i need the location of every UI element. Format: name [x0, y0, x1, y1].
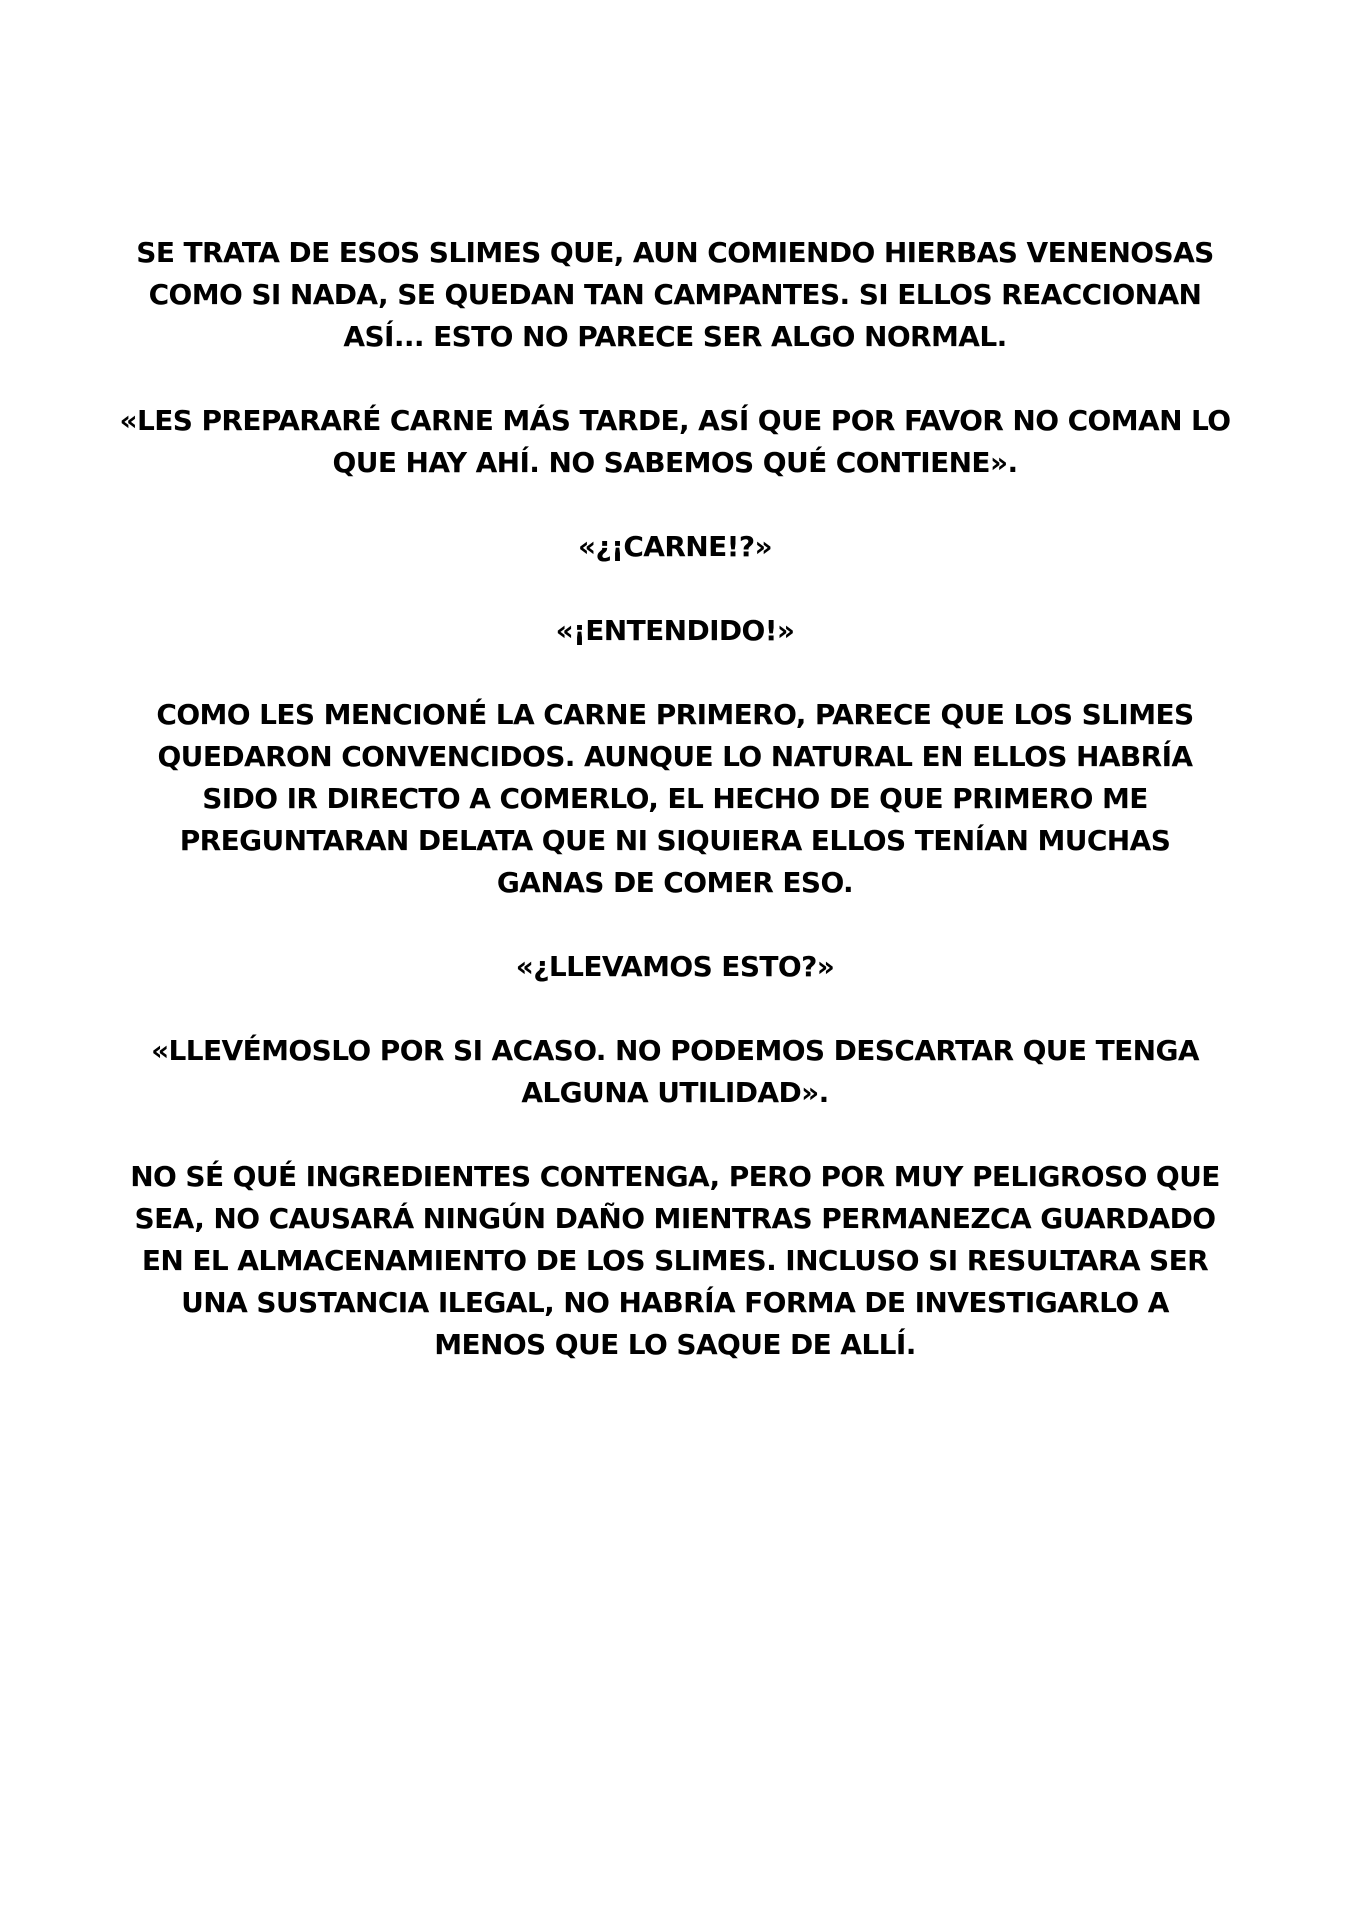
text-line: ASÍ... ESTO NO PARECE SER ALGO NORMAL.	[343, 320, 1007, 353]
paragraph-1	[110, 232, 1240, 358]
text-line: SE TRATA DE ESOS SLIMES QUE, AUN COMIENDO HIERBAS VENENOSAS	[136, 236, 1214, 269]
paragraph-5	[110, 694, 1240, 904]
text-line: GANAS DE COMER ESO.	[496, 866, 854, 899]
text-line: UNA SUSTANCIA ILEGAL, NO HABRÍA FORMA DE INVESTIGARLO A	[181, 1286, 1169, 1319]
text-line: «¿¡CARNE!?»	[578, 530, 772, 563]
text-line: ALGUNA UTILIDAD».	[521, 1076, 829, 1109]
paragraph-6	[110, 946, 1240, 988]
text-line: «¿LLEVAMOS ESTO?»	[515, 950, 835, 983]
text-line: «¡ENTENDIDO!»	[555, 614, 795, 647]
paragraph-4	[110, 610, 1240, 652]
text-line: SEA, NO CAUSARÁ NINGÚN DAÑO MIENTRAS PERMANEZCA GUARDADO	[134, 1202, 1216, 1235]
text-line: COMO LES MENCIONÉ LA CARNE PRIMERO, PARECE QUE LOS SLIMES	[156, 698, 1194, 731]
text-line: «LLEVÉMOSLO POR SI ACASO. NO PODEMOS DESCARTAR QUE TENGA	[151, 1034, 1199, 1067]
text-line: MENOS QUE LO SAQUE DE ALLÍ.	[434, 1328, 916, 1361]
paragraph-8	[110, 1156, 1240, 1366]
paragraph-3	[110, 526, 1240, 568]
paragraph-2	[110, 400, 1240, 484]
text-line: EN EL ALMACENAMIENTO DE LOS SLIMES. INCLUSO SI RESULTARA SER	[141, 1244, 1209, 1277]
text-line: NO SÉ QUÉ INGREDIENTES CONTENGA, PERO POR MUY PELIGROSO QUE	[130, 1160, 1220, 1193]
text-line: QUE HAY AHÍ. NO SABEMOS QUÉ CONTIENE».	[332, 446, 1018, 479]
text-line: «LES PREPARARÉ CARNE MÁS TARDE, ASÍ QUE POR FAVOR NO COMAN LO	[119, 404, 1231, 437]
text-line: PREGUNTARAN DELATA QUE NI SIQUIERA ELLOS TENÍAN MUCHAS	[179, 824, 1171, 857]
text-line: QUEDARON CONVENCIDOS. AUNQUE LO NATURAL EN ELLOS HABRÍA	[157, 740, 1193, 773]
document-text	[110, 232, 1240, 1408]
text-line: COMO SI NADA, SE QUEDAN TAN CAMPANTES. SI ELLOS REACCIONAN	[148, 278, 1202, 311]
text-line: SIDO IR DIRECTO A COMERLO, EL HECHO DE QUE PRIMERO ME	[202, 782, 1148, 815]
paragraph-7	[110, 1030, 1240, 1114]
